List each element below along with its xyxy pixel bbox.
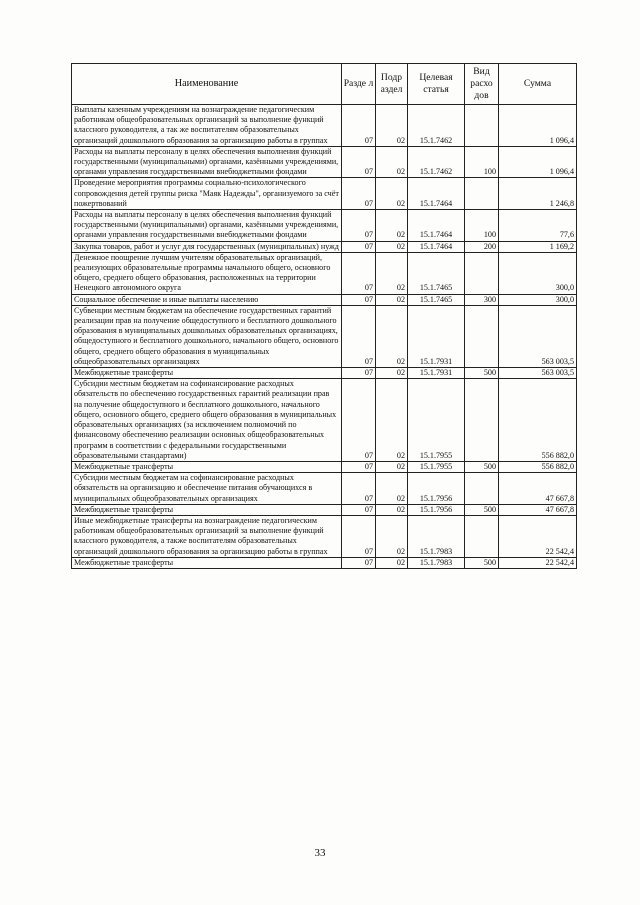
cell-podrazdel: 02	[376, 294, 408, 305]
cell-summa: 47 667,8	[499, 504, 577, 515]
cell-celevaya-statya: 15.1.7931	[408, 368, 465, 379]
table-row	[72, 305, 577, 367]
cell-vid-raskhodov: 500	[465, 557, 499, 568]
table-row	[72, 294, 577, 305]
cell-summa: 1 096,4	[499, 146, 577, 178]
cell-summa: 22 542,4	[499, 557, 577, 568]
cell-vid-raskhodov: 500	[465, 368, 499, 379]
cell-razdel: 07	[342, 368, 376, 379]
table-row	[72, 557, 577, 568]
cell-vid-raskhodov: 200	[465, 241, 499, 252]
cell-name: Денежное поощрение лучшим учителям образовательных организаций, реализующих образовательные программы начального общего, основного общего, среднего общего образования, расположенных на территории Ненецкого автономного округа	[72, 252, 342, 294]
cell-vid-raskhodov	[465, 252, 499, 294]
cell-podrazdel: 02	[376, 305, 408, 367]
cell-razdel: 07	[342, 252, 376, 294]
cell-name: Межбюджетные трансферты	[72, 461, 342, 472]
cell-podrazdel: 02	[376, 210, 408, 242]
cell-name: Субсидии местным бюджетам на софинансирование расходных обязательств по обеспечению государственных гарантий реализации прав на получение общедоступного и бесплатного дошкольного, начального общего, основного общего, среднего общего образования в муниципальных образовательных организациях (за исключением полномочий по финансовому обеспечению реализации основных общеобразовательных программ в соответствии с федеральными государственными образовательными стандартами)	[72, 379, 342, 462]
cell-summa: 1 169,2	[499, 241, 577, 252]
header-vid-raskhodov: Вид расхо дов	[465, 64, 499, 105]
cell-vid-raskhodov: 100	[465, 210, 499, 242]
table-row	[72, 105, 577, 147]
cell-celevaya-statya: 15.1.7462	[408, 105, 465, 147]
cell-razdel: 07	[342, 210, 376, 242]
cell-vid-raskhodov	[465, 379, 499, 462]
cell-razdel: 07	[342, 379, 376, 462]
cell-vid-raskhodov	[465, 305, 499, 367]
cell-celevaya-statya: 15.1.7956	[408, 473, 465, 505]
header-summa: Сумма	[499, 64, 577, 105]
cell-celevaya-statya: 15.1.7956	[408, 504, 465, 515]
cell-celevaya-statya: 15.1.7465	[408, 252, 465, 294]
cell-vid-raskhodov: 500	[465, 461, 499, 472]
cell-name: Субсидии местным бюджетам на софинансирование расходных обязательств на организацию и обеспечение питания обучающихся в муниципальных общеобразовательных организациях	[72, 473, 342, 505]
cell-summa: 77,6	[499, 210, 577, 242]
table-body	[72, 105, 577, 569]
cell-vid-raskhodov: 300	[465, 294, 499, 305]
cell-podrazdel: 02	[376, 515, 408, 557]
table-row	[72, 210, 577, 242]
cell-razdel: 07	[342, 146, 376, 178]
cell-celevaya-statya: 15.1.7955	[408, 461, 465, 472]
cell-summa: 300,0	[499, 252, 577, 294]
cell-name: Межбюджетные трансферты	[72, 504, 342, 515]
cell-celevaya-statya: 15.1.7931	[408, 305, 465, 367]
cell-razdel: 07	[342, 305, 376, 367]
cell-celevaya-statya: 15.1.7983	[408, 557, 465, 568]
cell-podrazdel: 02	[376, 379, 408, 462]
cell-summa: 300,0	[499, 294, 577, 305]
cell-name: Расходы на выплаты персоналу в целях обеспечения выполнения функций государственными (муниципальными) органами, казёнными учреждениями, органами управления государственными внебюджетными фондами	[72, 210, 342, 242]
cell-podrazdel: 02	[376, 252, 408, 294]
cell-vid-raskhodov	[465, 515, 499, 557]
cell-razdel: 07	[342, 557, 376, 568]
cell-summa: 47 667,8	[499, 473, 577, 505]
cell-celevaya-statya: 15.1.7983	[408, 515, 465, 557]
table-row	[72, 473, 577, 505]
cell-razdel: 07	[342, 241, 376, 252]
cell-celevaya-statya: 15.1.7955	[408, 379, 465, 462]
table-header-row	[72, 64, 577, 105]
cell-summa: 1 096,4	[499, 105, 577, 147]
header-name: Наименование	[72, 64, 342, 105]
cell-vid-raskhodov	[465, 178, 499, 210]
cell-celevaya-statya: 15.1.7464	[408, 241, 465, 252]
cell-vid-raskhodov: 500	[465, 504, 499, 515]
table-row	[72, 461, 577, 472]
cell-summa: 563 003,5	[499, 305, 577, 367]
cell-podrazdel: 02	[376, 241, 408, 252]
cell-summa: 556 882,0	[499, 461, 577, 472]
cell-name: Межбюджетные трансферты	[72, 557, 342, 568]
cell-summa: 563 003,5	[499, 368, 577, 379]
table-row	[72, 146, 577, 178]
cell-name: Социальное обеспечение и иные выплаты населению	[72, 294, 342, 305]
table-row	[72, 379, 577, 462]
cell-podrazdel: 02	[376, 504, 408, 515]
cell-name: Иные межбюджетные трансферты на вознаграждение педагогическим работникам общеобразовательных организаций за выполнение функций классного руководителя, а также воспитателям образовательных организаций дошкольного образования за организацию работы в группах	[72, 515, 342, 557]
cell-razdel: 07	[342, 504, 376, 515]
cell-celevaya-statya: 15.1.7464	[408, 178, 465, 210]
cell-podrazdel: 02	[376, 146, 408, 178]
header-celevaya-statya: Целевая статья	[408, 64, 465, 105]
cell-name: Субвенции местным бюджетам на обеспечение государственных гарантий реализации прав на получение общедоступного и бесплатного дошкольного образования в муниципальных дошкольных образовательных организациях, общедоступного и бесплатного дошкольного, начального общего, основного общего, среднего общего образования в муниципальных общеобразовательных организациях	[72, 305, 342, 367]
cell-celevaya-statya: 15.1.7465	[408, 294, 465, 305]
table-row	[72, 515, 577, 557]
cell-podrazdel: 02	[376, 461, 408, 472]
cell-name: Закупка товаров, работ и услуг для государственных (муниципальных) нужд	[72, 241, 342, 252]
cell-razdel: 07	[342, 178, 376, 210]
cell-summa: 1 246,8	[499, 178, 577, 210]
cell-razdel: 07	[342, 515, 376, 557]
cell-name: Проведение мероприятия программы социально-психологического сопровождения детей группы риска "Маяк Надежды", организуемого за счёт пожертвований	[72, 178, 342, 210]
cell-podrazdel: 02	[376, 105, 408, 147]
budget-table	[71, 63, 577, 569]
cell-vid-raskhodov: 100	[465, 146, 499, 178]
cell-name: Выплаты казенным учреждениям на вознаграждение педагогическим работникам общеобразовательных организаций за выполнение функций классного руководителя, а так же воспитателям образовательных организаций дошкольного образования за организацию работы в группах	[72, 105, 342, 147]
cell-podrazdel: 02	[376, 557, 408, 568]
table-row	[72, 178, 577, 210]
header-podrazdel: Подр аздел	[376, 64, 408, 105]
cell-razdel: 07	[342, 294, 376, 305]
header-razdel: Разде л	[342, 64, 376, 105]
cell-name: Расходы на выплаты персоналу в целях обеспечения выполнения функций государственными (муниципальными) органами, казёнными учреждениями, органами управления государственными внебюджетными фондами	[72, 146, 342, 178]
cell-celevaya-statya: 15.1.7464	[408, 210, 465, 242]
cell-vid-raskhodov	[465, 105, 499, 147]
cell-razdel: 07	[342, 105, 376, 147]
table-row	[72, 368, 577, 379]
page-number: 33	[314, 847, 326, 859]
table-row	[72, 252, 577, 294]
cell-name: Межбюджетные трансферты	[72, 368, 342, 379]
table-row	[72, 504, 577, 515]
cell-vid-raskhodov	[465, 473, 499, 505]
cell-summa: 556 882,0	[499, 379, 577, 462]
cell-razdel: 07	[342, 473, 376, 505]
cell-podrazdel: 02	[376, 178, 408, 210]
cell-celevaya-statya: 15.1.7462	[408, 146, 465, 178]
cell-podrazdel: 02	[376, 368, 408, 379]
cell-summa: 22 542,4	[499, 515, 577, 557]
cell-razdel: 07	[342, 461, 376, 472]
cell-podrazdel: 02	[376, 473, 408, 505]
table-row	[72, 241, 577, 252]
